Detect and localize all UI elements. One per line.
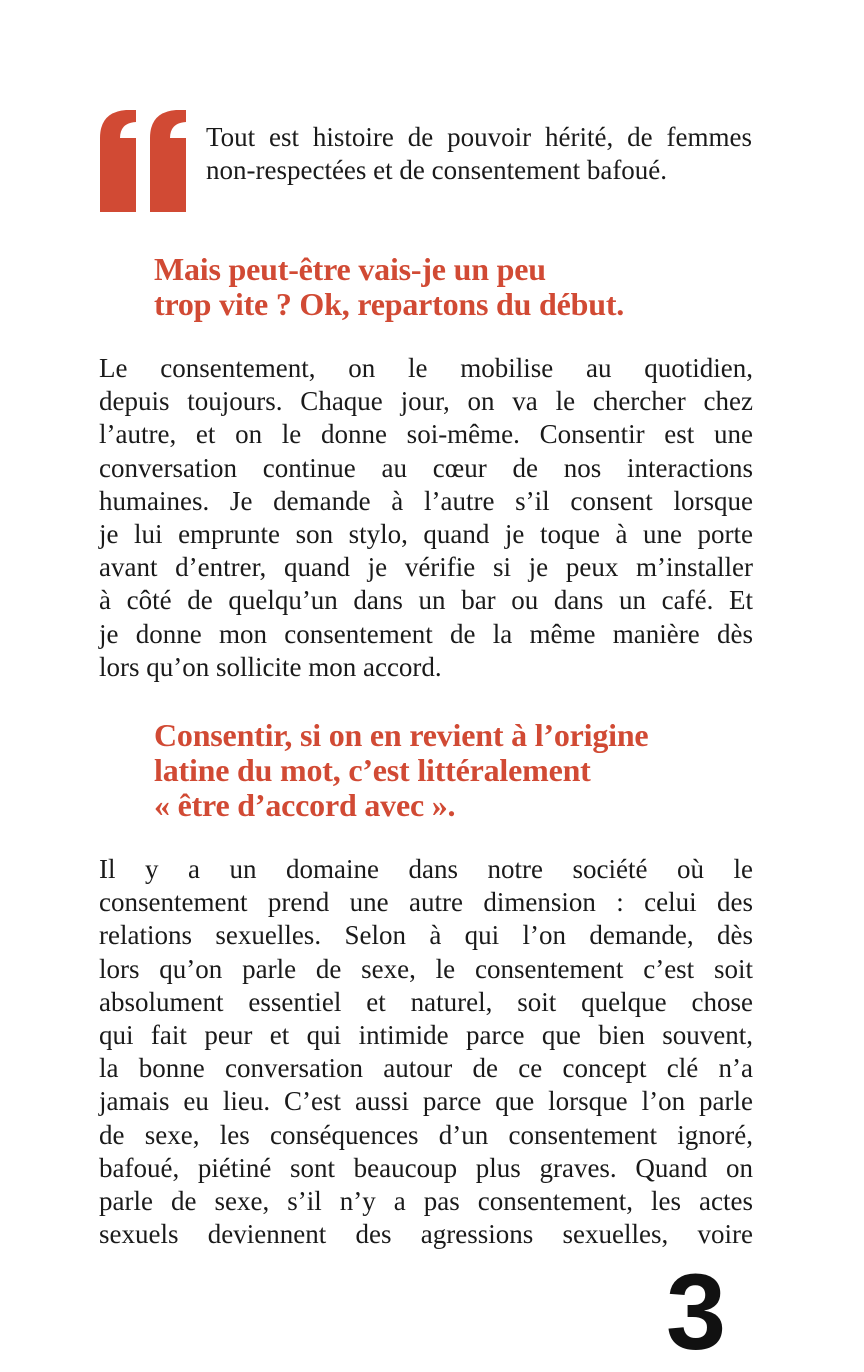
paragraph-line: avant d’entrer, quand je vérifie si je peux m’installer <box>99 552 753 583</box>
paragraph-line: de sexe, les conséquences d’un consentement ignoré, <box>99 1119 753 1150</box>
paragraph-line: Il y a un domaine dans notre société où le <box>99 854 753 884</box>
paragraph-line: à côté de quelqu’un dans un bar ou dans un café. Et <box>99 585 753 616</box>
paragraph-1 <box>99 352 753 684</box>
paragraph-line: la bonne conversation autour de ce concept clé n’a <box>99 1053 753 1084</box>
pull-quote-2-line: latine du mot, c’est littéralement <box>154 752 591 788</box>
paragraph-line: depuis toujours. Chaque jour, on va le chercher chez <box>99 386 753 417</box>
paragraph-line: humaines. Je demande à l’autre s’il consent lorsque <box>99 485 753 516</box>
paragraph-line: lors qu’on sollicite mon accord. <box>99 651 442 682</box>
paragraph-line: l’autre, et on le donne soi-même. Consentir est une <box>99 419 753 450</box>
highlight-quote: Tout est histoire de pouvoir hérité, de femmes non-respectées et de consentement bafoué. <box>206 122 752 185</box>
paragraph-line: parle de sexe, s’il n’y a pas consentement, les actes <box>99 1186 753 1217</box>
paragraph-line: jamais eu lieu. C’est aussi parce que lorsque l’on parle <box>99 1086 753 1117</box>
paragraph-line: lors qu’on parle de sexe, le consentement c’est soit <box>99 953 753 984</box>
paragraph-2 <box>99 853 753 1251</box>
pull-quote-1-line: trop vite ? Ok, repartons du début. <box>154 286 625 322</box>
quotation-mark-icon <box>96 108 192 214</box>
pull-quote-2-line: « être d’accord avec ». <box>154 787 456 823</box>
paragraph-line: absolument essentiel et naturel, soit quelque chose <box>99 986 753 1017</box>
pull-quote-1 <box>154 252 774 322</box>
paragraph-line: sexuels deviennent des agressions sexuelles, voire <box>99 1219 753 1250</box>
pull-quote-2 <box>154 718 774 823</box>
paragraph-line: qui fait peur et qui intimide parce que bien souvent, <box>99 1020 753 1051</box>
paragraph-line: je lui emprunte son stylo, quand je toque à une porte <box>99 519 753 550</box>
pull-quote-2-line: Consentir, si on en revient à l’origine <box>154 717 649 753</box>
paragraph-line: Le consentement, on le mobilise au quotidien, <box>99 353 753 383</box>
page-number: 3 <box>666 1251 727 1372</box>
paragraph-line: consentement prend une autre dimension : celui des <box>99 887 753 918</box>
pull-quote-1-line: Mais peut-être vais-je un peu <box>154 251 546 287</box>
paragraph-line: conversation continue au cœur de nos interactions <box>99 452 753 483</box>
paragraph-line: relations sexuelles. Selon à qui l’on demande, dès <box>99 920 753 951</box>
paragraph-line: je donne mon consentement de la même manière dès <box>99 618 753 649</box>
paragraph-line: bafoué, piétiné sont beaucoup plus graves. Quand on <box>99 1152 753 1183</box>
